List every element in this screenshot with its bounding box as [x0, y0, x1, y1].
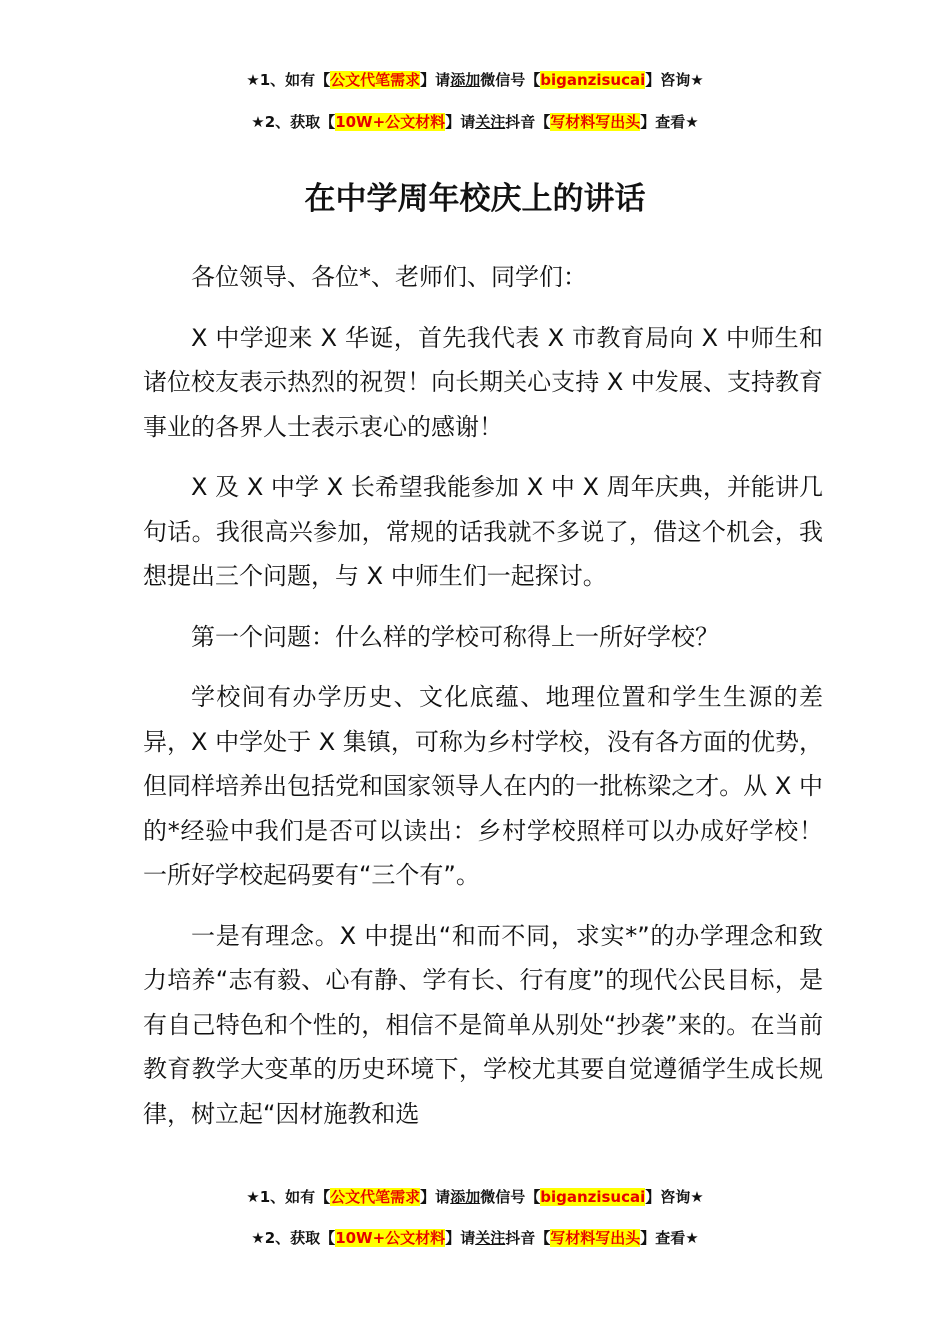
paragraph: 学校间有办学历史、文化底蕴、地理位置和学生生源的差异，X 中学处于 X 集镇，可称为乡村学校，没有各方面的优势，但同样培养出包括党和国家领导人在内的一批栋梁之才。从 X 中的*经验中我们是否可以读出：乡村学校照样可以办成好学校！一所好学校起码要有“三个有”。	[143, 683, 823, 889]
paragraph: X 中学迎来 X 华诞，首先我代表 X 市教育局向 X 中师生和诸位校友表示热烈的祝贺！向长期关心支持 X 中发展、支持教育事业的各界人士表示衷心的感谢！	[143, 323, 823, 441]
highlight-materials: 10W+公文材料	[335, 1229, 446, 1247]
banner-text: 】请	[445, 1229, 476, 1247]
highlight-service: 公文代笔需求	[330, 71, 421, 89]
paragraph: X 及 X 中学 X 长希望我能参加 X 中 X 周年庆典，并能讲几句话。我很高兴参加，常规的话我就不多说了，借这个机会，我想提出三个问题，与 X 中师生们一起探讨。	[143, 473, 823, 590]
banner-text: 】查看★	[640, 1229, 699, 1247]
document-title: 在中学周年校庆上的讲话	[304, 181, 646, 217]
banner-text: 微信号【	[480, 71, 541, 89]
paragraph: 一是有理念。X 中提出“和而不同，求实*”的办学理念和致力培养“志有毅、心有静、学有长、行有度”的现代公民目标，是有自己特色和个性的，相信不是简单从别处“抄袭”来的。在当前教育教学大变革的历史环境下，学校尤其要自觉遵循学生成长规律，树立起“因材施教和选	[143, 921, 823, 1128]
underlined-add: 添加	[450, 71, 481, 89]
banner-text: 】请	[420, 71, 451, 89]
top-banner-line-2	[0, 112, 950, 132]
top-banner-line-1	[0, 70, 950, 90]
banner-text: ★1、如有【	[246, 71, 331, 89]
highlight-materials: 10W+公文材料	[335, 113, 446, 131]
banner-text: 抖音【	[505, 1229, 551, 1247]
bottom-banner-line-1	[0, 1187, 950, 1207]
highlight-service: 公文代笔需求	[330, 1188, 421, 1206]
banner-text: 】查看★	[640, 113, 699, 131]
banner-text: 】咨询★	[645, 71, 704, 89]
highlight-douyin-id: 写材料写出头	[550, 113, 641, 131]
underlined-follow: 关注	[475, 113, 506, 131]
highlight-wechat-id: biganzisucai	[540, 71, 646, 89]
highlight-douyin-id: 写材料写出头	[550, 1229, 641, 1247]
banner-text: 抖音【	[505, 113, 551, 131]
highlight-wechat-id: biganzisucai	[540, 1188, 646, 1206]
document-body	[143, 255, 823, 1152]
banner-text: ★2、获取【	[251, 113, 336, 131]
banner-text: 】咨询★	[645, 1188, 704, 1206]
underlined-follow: 关注	[475, 1229, 506, 1247]
paragraph-question: 第一个问题：什么样的学校可称得上一所好学校？	[191, 622, 719, 651]
banner-text: ★1、如有【	[246, 1188, 331, 1206]
underlined-add: 添加	[450, 1188, 481, 1206]
bottom-banner-line-2	[0, 1228, 950, 1248]
banner-text: 微信号【	[480, 1188, 541, 1206]
banner-text: ★2、获取【	[251, 1229, 336, 1247]
banner-text: 】请	[445, 113, 476, 131]
banner-text: 】请	[420, 1188, 451, 1206]
paragraph-salutation: 各位领导、各位*、老师们、同学们：	[191, 263, 587, 291]
